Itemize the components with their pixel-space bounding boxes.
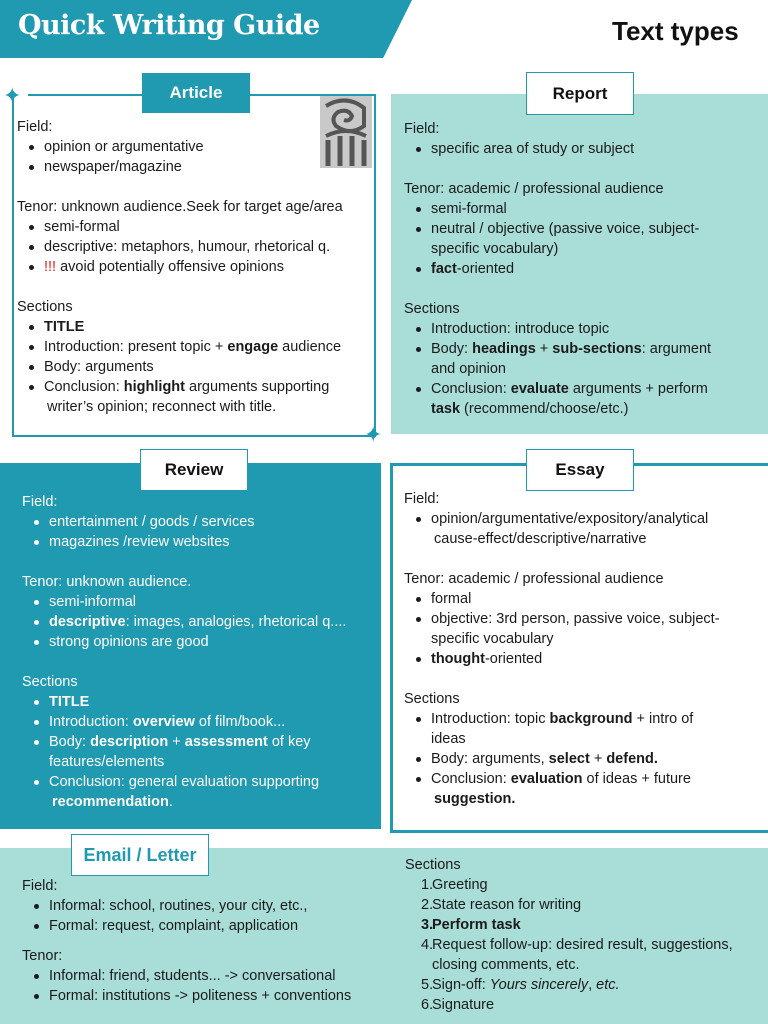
list-text: : images, analogies, rhetorical q....: [125, 614, 347, 630]
list-text: : argument: [641, 341, 712, 357]
list-text-bold: select: [548, 751, 590, 767]
list-text: of film/book...: [194, 714, 286, 730]
list-text: Request follow-up: desired result, suggestions,: [432, 937, 733, 953]
list-text-bold: evaluation: [510, 771, 583, 787]
list-number: 5.: [421, 977, 434, 993]
list-item: TITLE: [17, 317, 375, 337]
list-item: Formal: institutions -> politeness + conventions: [22, 986, 392, 1006]
list-text: writer’s opinion; reconnect with title.: [47, 399, 277, 415]
list-item: specific area of study or subject: [404, 139, 764, 159]
list-text: arguments supporting: [185, 379, 330, 395]
list-text-bold: background: [549, 711, 633, 727]
field-label: Field:: [22, 494, 58, 510]
list-item: [22, 732, 377, 772]
list-text: neutral / objective (passive voice, subject-: [431, 221, 700, 237]
field-list: [404, 509, 764, 549]
tenor-list: [404, 589, 764, 669]
list-item: TITLE: [22, 692, 377, 712]
sections-label: Sections: [22, 674, 78, 690]
list-text: +: [535, 341, 553, 357]
list-item: [404, 509, 764, 549]
list-item: Introduction: introduce topic: [404, 319, 764, 339]
list-text: opinion/argumentative/expository/analytical: [431, 511, 709, 527]
list-text: of key: [267, 734, 311, 750]
review-content: [22, 492, 377, 812]
list-text: ideas: [431, 731, 466, 747]
list-text: (recommend/choose/etc.): [460, 401, 629, 417]
list-item: [404, 649, 764, 669]
sparkle-icon: ✦: [364, 422, 383, 447]
list-item: [404, 219, 764, 259]
list-item: Body: arguments: [17, 357, 375, 377]
list-text-bold: suggestion.: [434, 791, 516, 807]
list-text-bold: Perform task: [432, 917, 521, 933]
list-item: Informal: friend, students... -> conversational: [22, 966, 392, 986]
tenor-list: [404, 199, 764, 279]
warning-mark: !!!: [44, 259, 57, 275]
list-text-bold: description: [90, 734, 169, 750]
list-item: [22, 712, 377, 732]
list-text: Conclusion:: [431, 771, 511, 787]
email-heading: Email / Letter: [71, 834, 209, 876]
list-item: entertainment / goods / services: [22, 512, 377, 532]
page-subtitle: Text types: [612, 16, 739, 46]
list-text: .: [168, 794, 173, 810]
list-item: [405, 875, 765, 895]
list-item: descriptive: metaphors, humour, rhetorical q.: [17, 237, 375, 257]
list-item: [17, 257, 375, 277]
sections-list: [17, 317, 375, 417]
sections-list: [404, 709, 764, 809]
list-text-bold: assessment: [184, 734, 268, 750]
tenor-list: [22, 592, 377, 652]
list-text-bold: fact: [431, 261, 457, 277]
email-right-content: [405, 855, 765, 1015]
list-item: [405, 995, 765, 1015]
list-text-bold: sub-sections: [552, 341, 642, 357]
list-text: Introduction: topic: [431, 711, 550, 727]
list-item: [404, 339, 764, 379]
list-number: 4.: [421, 937, 434, 953]
list-text: features/elements: [49, 754, 165, 770]
list-text-bold: highlight: [123, 379, 185, 395]
sections-label: Sections: [404, 301, 460, 317]
tenor-label: Tenor: unknown audience.: [22, 574, 192, 590]
list-item: [405, 975, 765, 995]
sections-list: [22, 692, 377, 812]
tenor-list: [17, 217, 375, 277]
report-content: [404, 119, 764, 419]
list-text: Sign-off:: [432, 977, 490, 993]
list-text: + intro of: [632, 711, 694, 727]
field-list: [17, 137, 375, 177]
field-label: Field:: [17, 119, 53, 135]
field-label: Field:: [404, 491, 440, 507]
list-item: [404, 259, 764, 279]
list-item: [404, 709, 764, 749]
list-item: [405, 895, 765, 915]
list-text-italic: Yours sincerely: [489, 977, 589, 993]
sparkle-icon: ✦: [3, 83, 22, 108]
list-item: [22, 612, 377, 632]
list-text: avoid potentially offensive opinions: [56, 259, 284, 275]
list-text-bold: overview: [132, 714, 195, 730]
list-text: cause-effect/descriptive/narrative: [434, 531, 647, 547]
field-label: Field:: [22, 878, 58, 894]
list-text-bold: headings: [472, 341, 536, 357]
list-text: closing comments, etc.: [432, 957, 580, 973]
sections-label: Sections: [404, 691, 460, 707]
list-text-italic: etc.: [596, 977, 620, 993]
list-item: magazines /review websites: [22, 532, 377, 552]
list-text-bold: recommendation: [52, 794, 169, 810]
list-text-bold: task: [431, 401, 461, 417]
list-item: strong opinions are good: [22, 632, 377, 652]
list-text-bold: defend.: [606, 751, 658, 767]
list-number: 6.: [421, 997, 434, 1013]
list-number: 2.: [421, 897, 434, 913]
report-heading: Report: [526, 72, 634, 115]
list-text: Conclusion: general evaluation supporting: [49, 774, 320, 790]
list-item: [404, 609, 764, 649]
tenor-label: Tenor: unknown audience.Seek for target age/area: [17, 199, 343, 215]
list-text: Greeting: [432, 877, 488, 893]
list-number: 3.: [421, 917, 434, 933]
list-item: [17, 337, 375, 357]
field-list: [22, 896, 392, 936]
article-content: [17, 117, 375, 417]
list-text: Conclusion:: [431, 381, 511, 397]
tenor-label: Tenor: academic / professional audience: [404, 181, 664, 197]
sections-label: Sections: [17, 299, 73, 315]
list-item: opinion or argumentative: [17, 137, 375, 157]
list-item: Informal: school, routines, your city, etc.,: [22, 896, 392, 916]
sections-list: [404, 319, 764, 419]
field-list: [22, 512, 377, 552]
essay-content: [404, 489, 764, 809]
list-item: [22, 772, 377, 812]
list-text: Signature: [432, 997, 495, 1013]
list-text: specific vocabulary): [431, 241, 559, 257]
list-text-bold: evaluate: [510, 381, 569, 397]
list-text-bold: descriptive: [49, 614, 126, 630]
email-left-content: [22, 876, 392, 1006]
list-item: Formal: request, complaint, application: [22, 916, 392, 936]
list-number: 1.: [421, 877, 434, 893]
list-item: [17, 377, 375, 417]
list-text: specific vocabulary: [431, 631, 554, 647]
list-text: of ideas + future: [582, 771, 691, 787]
list-text: Body:: [431, 341, 473, 357]
list-text: arguments + perform: [568, 381, 708, 397]
list-text: Conclusion:: [44, 379, 124, 395]
list-text: ,: [588, 977, 597, 993]
list-text: +: [168, 734, 185, 750]
list-text: Body: arguments,: [431, 751, 549, 767]
essay-heading: Essay: [526, 449, 634, 491]
tenor-list: [22, 966, 392, 1006]
list-text: -oriented: [484, 651, 543, 667]
article-heading: Article: [142, 73, 250, 113]
sections-label: Sections: [405, 857, 461, 873]
field-label: Field:: [404, 121, 440, 137]
field-list: [404, 139, 764, 159]
sections-list: [405, 875, 765, 1015]
list-text: objective: 3rd person, passive voice, subject-: [431, 611, 720, 627]
list-text: audience: [278, 339, 342, 355]
tenor-label: Tenor: academic / professional audience: [404, 571, 664, 587]
list-item: [404, 769, 764, 809]
list-item: [405, 935, 765, 975]
tenor-label: Tenor:: [22, 948, 63, 964]
list-text: -oriented: [456, 261, 515, 277]
list-item: semi-informal: [22, 592, 377, 612]
review-heading: Review: [140, 449, 248, 491]
list-item: formal: [404, 589, 764, 609]
list-text: State reason for writing: [432, 897, 582, 913]
list-text: Introduction:: [49, 714, 133, 730]
list-text: Body:: [49, 734, 91, 750]
list-item: [404, 749, 764, 769]
page-title: Quick Writing Guide: [18, 10, 320, 41]
list-text: +: [589, 751, 607, 767]
list-item: [404, 379, 764, 419]
list-item: [405, 915, 765, 935]
list-item: semi-formal: [17, 217, 375, 237]
list-item: newspaper/magazine: [17, 157, 375, 177]
list-text-bold: thought: [431, 651, 485, 667]
list-text: Introduction: present topic +: [44, 339, 228, 355]
list-text-bold: engage: [227, 339, 279, 355]
list-item: semi-formal: [404, 199, 764, 219]
list-text: and opinion: [431, 361, 506, 377]
